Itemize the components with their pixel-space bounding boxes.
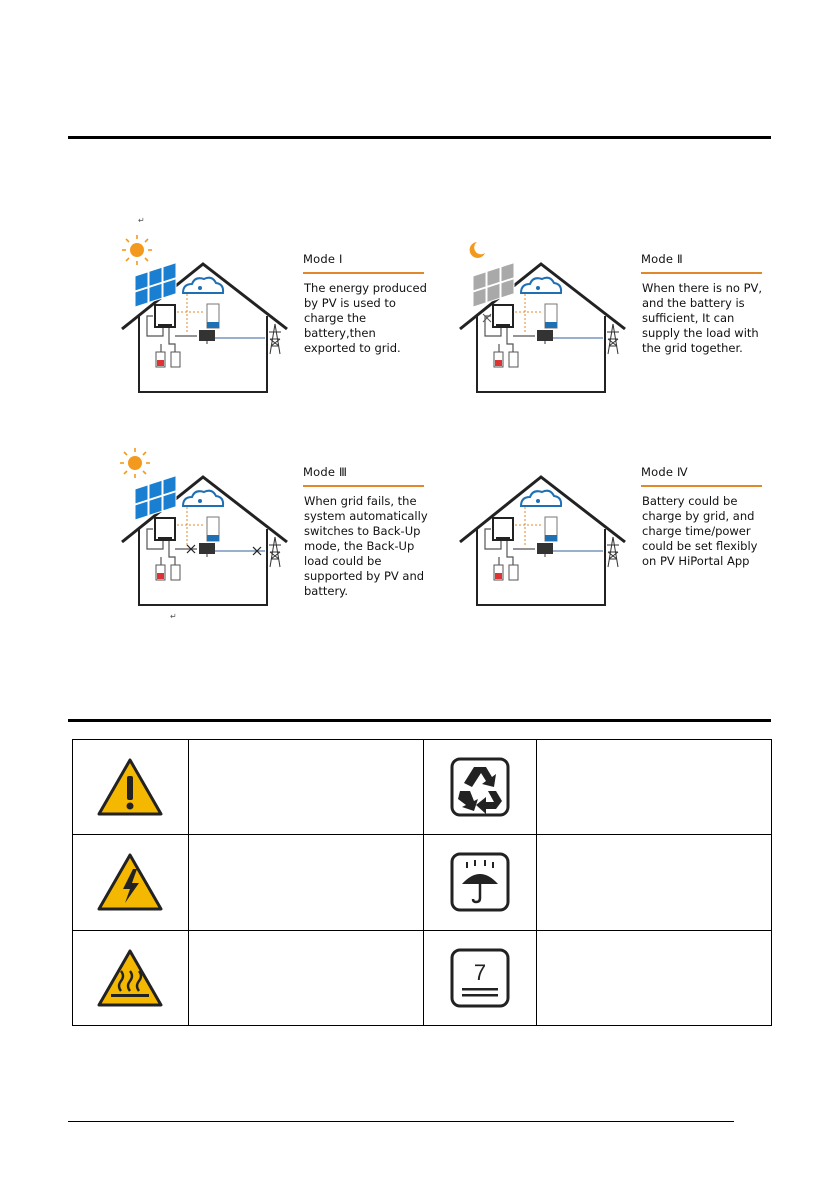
mode-3-underline: [303, 485, 424, 487]
symbols-table: [72, 739, 772, 1026]
symbol-cell: [423, 835, 537, 930]
symbol-cell: [73, 930, 189, 1025]
mode-4-label: Mode Ⅳ: [641, 465, 688, 479]
table-row: [73, 930, 772, 1025]
symbol-description: [188, 740, 423, 835]
general-warning-icon: [95, 756, 165, 818]
disconnect-icon: [187, 545, 261, 555]
hot-surface-icon: [95, 947, 165, 1009]
mode-3-panel: [117, 445, 457, 620]
section-rule-top: [68, 136, 771, 139]
mode-2-house-diagram: [455, 232, 635, 397]
table-row: [73, 740, 772, 835]
mode-3-label: Mode Ⅲ: [303, 465, 348, 479]
mode-4-underline: [641, 485, 762, 487]
moon-icon: [470, 242, 485, 258]
mode-1-description: The energy produced by PV is used to charge the battery,then exported to grid.: [304, 281, 427, 355]
recycle-icon: [450, 757, 510, 817]
mode-1-house-diagram: [117, 232, 297, 397]
mode-4-panel: [455, 445, 795, 620]
mode-2-panel: [455, 232, 795, 407]
mode-2-description: When there is no PV, and the battery is sufficient, It can supply the load with the grid together.: [642, 281, 763, 355]
sun-icon: [120, 448, 150, 478]
paragraph-mark: ↵: [138, 216, 145, 225]
mode-1-panel: [117, 232, 457, 407]
mode-1-label: Mode Ⅰ: [303, 252, 343, 266]
mode-4-description: Battery could be charge by grid, and charge time/power could be set flexibly on PV HiPortal App: [642, 494, 758, 568]
section-rule-middle: [68, 719, 771, 722]
symbol-cell: [423, 740, 537, 835]
electric-shock-icon: [95, 851, 165, 913]
symbol-cell: [423, 930, 537, 1025]
symbol-description: [188, 930, 423, 1025]
mode-4-house-diagram: [455, 445, 635, 610]
symbol-description: [537, 930, 772, 1025]
mode-3-description: When grid fails, the system automatically switches to Back-Up mode, the Back-Up load could be supported by PV and battery.: [304, 494, 428, 598]
mode-2-label: Mode Ⅱ: [641, 252, 683, 266]
paragraph-mark: ↵: [170, 612, 177, 621]
mode-3-house-diagram: [117, 445, 297, 610]
table-row: [73, 835, 772, 930]
stacking-limit-icon: [450, 948, 510, 1008]
symbol-description: [188, 835, 423, 930]
mode-2-underline: [641, 272, 762, 274]
sun-icon: [122, 235, 152, 265]
symbol-description: [537, 740, 772, 835]
mode-1-underline: [303, 272, 424, 274]
symbol-cell: [73, 740, 189, 835]
symbol-description: [537, 835, 772, 930]
keep-dry-icon: [450, 852, 510, 912]
symbol-cell: [73, 835, 189, 930]
stack-number: 7: [473, 959, 487, 985]
footer-rule: [68, 1121, 734, 1122]
